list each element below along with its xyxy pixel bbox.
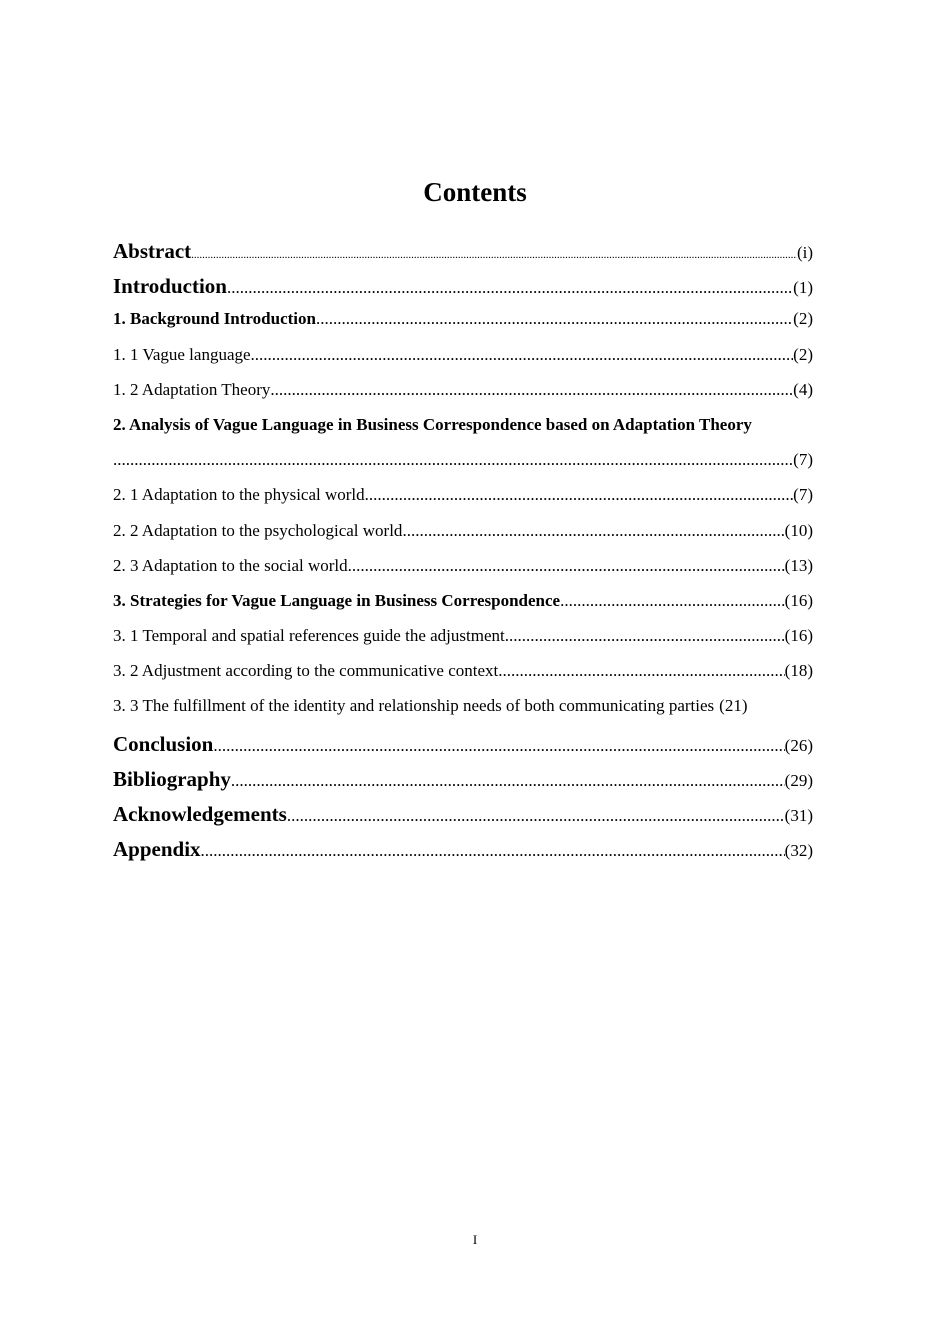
toc-entry-section-3-3[interactable] <box>113 690 843 725</box>
page-title: Contents <box>423 177 527 207</box>
toc-entry-label: Appendix <box>113 837 201 862</box>
toc-entry-section-2-1[interactable] <box>113 479 813 514</box>
page-number: I <box>472 1232 478 1247</box>
dot-leader <box>505 626 785 646</box>
toc-entry-label: 1. 2 Adaptation Theory <box>113 379 271 399</box>
dot-leader <box>231 771 785 791</box>
toc-entry-page: (16) <box>784 590 813 610</box>
toc-entry-page: (7) <box>793 485 813 505</box>
toc-entry-section-1-2[interactable] <box>113 374 813 409</box>
toc-entry-page: (32) <box>784 841 813 861</box>
toc-entry-page: (4) <box>793 379 813 399</box>
toc-entry-abstract[interactable] <box>113 233 813 268</box>
toc-entry-label: 2. 3 Adaptation to the social world <box>113 555 348 575</box>
dot-leader <box>402 521 784 541</box>
toc-entry-bibliography[interactable] <box>113 761 813 796</box>
toc-entry-page: (7) <box>793 450 813 470</box>
dot-leader <box>498 661 784 681</box>
toc-entry-conclusion[interactable] <box>113 726 813 761</box>
dot-leader <box>287 806 785 826</box>
toc-entry-label: 3. 3 The fulfillment of the identity and relationship needs of both communicating parties <box>113 696 715 716</box>
table-of-contents <box>113 233 813 866</box>
toc-entry-section-3-2[interactable] <box>113 655 813 690</box>
toc-entry-page: (31) <box>784 806 813 825</box>
toc-entry-page: (16) <box>784 626 813 646</box>
dot-leader <box>213 736 784 756</box>
toc-entry-chapter-1[interactable] <box>113 303 813 338</box>
toc-entry-chapter-2-continuation[interactable] <box>113 444 813 479</box>
dot-leader <box>201 841 785 861</box>
dot-leader <box>270 380 793 400</box>
toc-entry-label: 2. 1 Adaptation to the physical world <box>113 485 365 505</box>
toc-entry-label: 1. Background Introduction <box>113 309 316 329</box>
dot-leader <box>348 556 785 576</box>
toc-entry-page: (21) <box>719 696 748 716</box>
toc-entry-label: 3. 1 Temporal and spatial references guide the adjustment <box>113 626 505 646</box>
toc-entry-label: Bibliography <box>113 766 231 791</box>
dot-leader <box>560 591 785 611</box>
toc-entry-page: (10) <box>784 520 813 540</box>
toc-entry-label: Conclusion <box>113 731 214 756</box>
toc-entry-chapter-2[interactable] <box>113 409 843 444</box>
toc-entry-appendix[interactable] <box>113 831 813 866</box>
toc-entry-label: 1. 1 Vague language <box>113 344 251 364</box>
toc-entry-label: 2. 2 Adaptation to the psychological world <box>113 520 403 540</box>
toc-entry-label: Abstract <box>113 239 192 263</box>
toc-entry-label: Introduction <box>113 274 227 299</box>
dot-leader <box>227 278 793 298</box>
toc-entry-page: (29) <box>784 770 813 790</box>
toc-entry-page: (13) <box>784 555 813 575</box>
toc-entry-acknowledgements[interactable] <box>113 796 813 831</box>
dot-leader <box>251 345 794 365</box>
toc-entry-section-1-1[interactable] <box>113 339 813 374</box>
toc-entry-chapter-3[interactable] <box>113 585 813 620</box>
toc-entry-page: (2) <box>793 344 813 364</box>
toc-entry-page: (1) <box>793 278 813 298</box>
dot-leader <box>191 249 797 261</box>
toc-entry-page: (18) <box>784 661 813 681</box>
toc-entry-label: 3. Strategies for Vague Language in Business Correspondence <box>113 590 561 610</box>
toc-entry-label: Acknowledgements <box>113 802 287 826</box>
toc-entry-label: 2. Analysis of Vague Language in Business Correspondence based on Adaptation Theory <box>113 414 752 434</box>
toc-entry-section-3-1[interactable] <box>113 620 813 655</box>
toc-entry-page: (26) <box>784 735 813 755</box>
dot-leader <box>316 309 793 329</box>
toc-entry-section-2-3[interactable] <box>113 550 813 585</box>
dot-leader <box>113 450 793 470</box>
toc-entry-page: (2) <box>793 309 813 329</box>
toc-entry-label: 3. 2 Adjustment according to the communicative context <box>113 661 499 681</box>
dot-leader <box>365 485 794 505</box>
toc-entry-page: (i) <box>796 243 813 262</box>
toc-entry-introduction[interactable] <box>113 268 813 303</box>
toc-entry-section-2-2[interactable] <box>113 515 813 550</box>
